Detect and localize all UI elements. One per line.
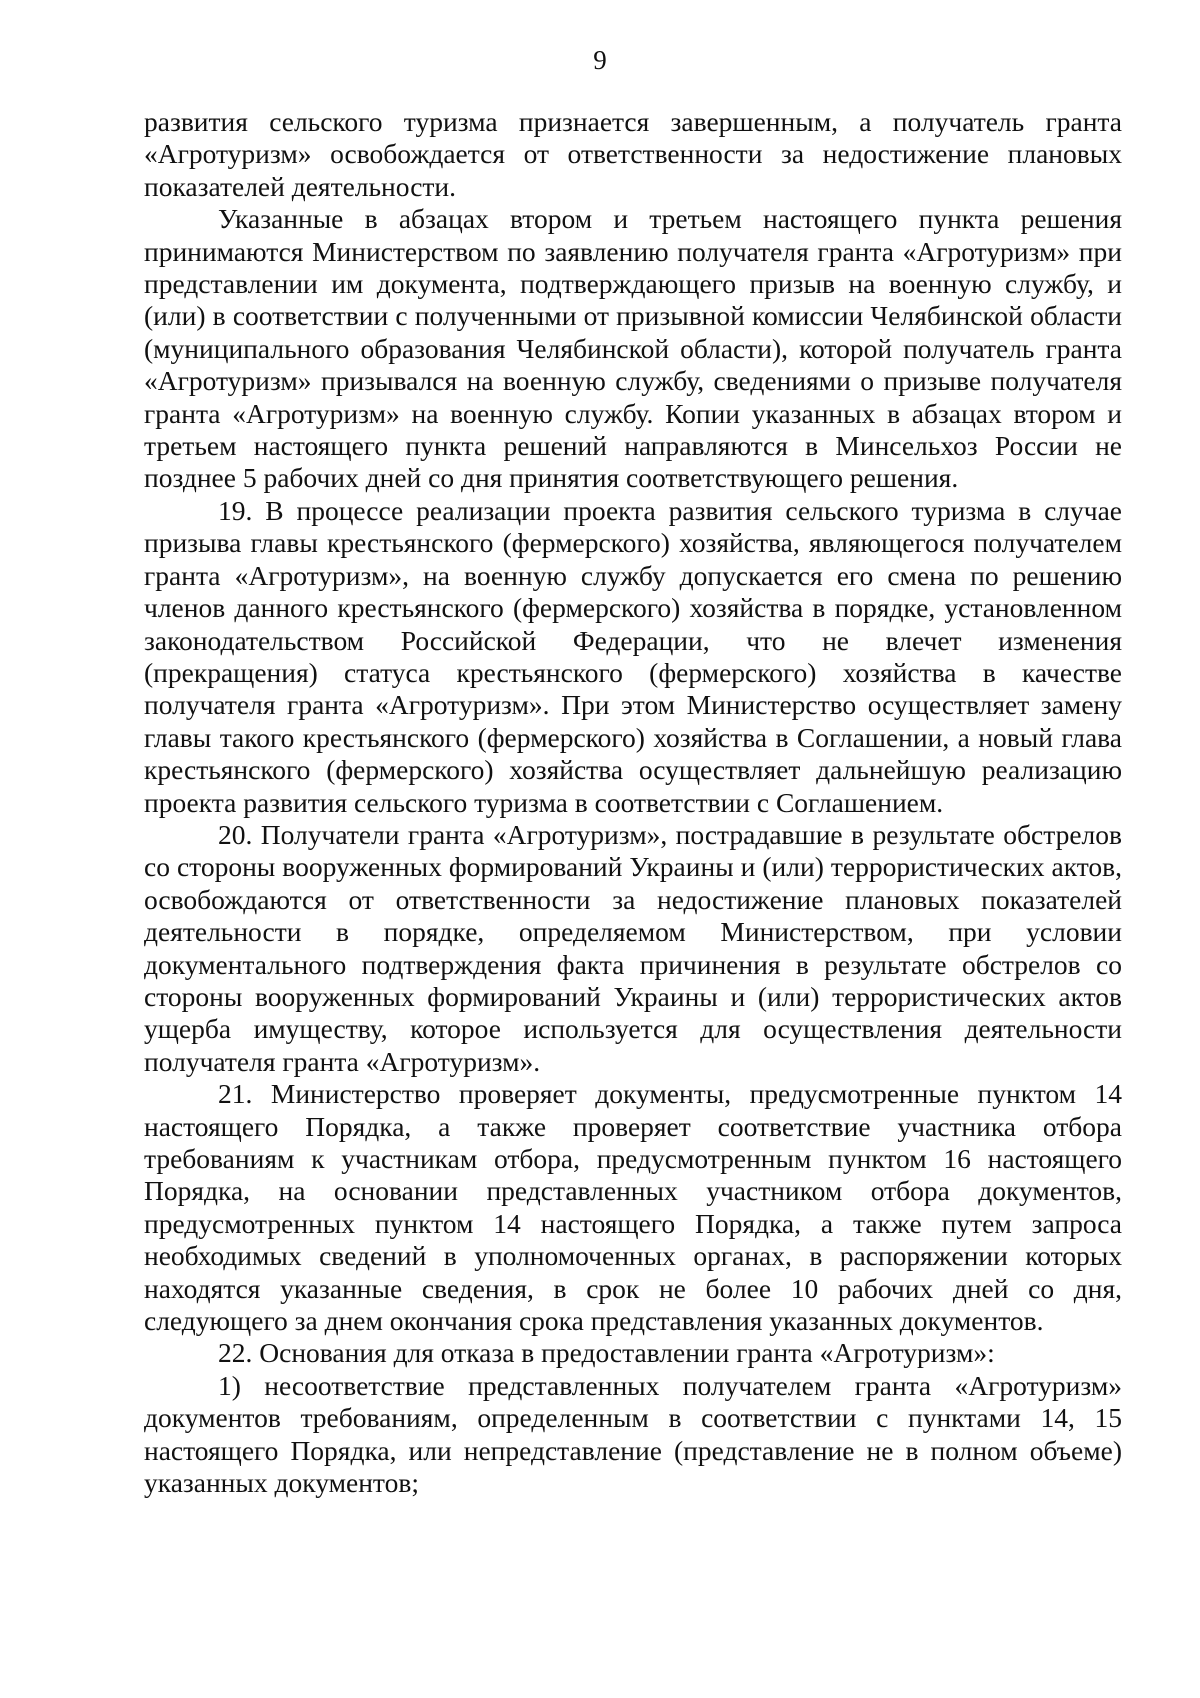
paragraph-item-20: 20. Получатели гранта «Агротуризм», пострадавшие в результате обстрелов со стороны вооруженных формирований Украины и (или) террористических актов, освобождаются от ответственности за недостижение плановых показателей деятельности в порядке, определяемом Министерством, при условии документального подтверждения факта причинения в результате обстрелов со стороны вооруженных формирований Украины и (или) террористических актов ущерба имуществу, которое используется для осуществления деятельности получателя гранта «Агротуризм». [144,818,1122,1077]
paragraph-item-19: 19. В процессе реализации проекта развития сельского туризма в случае призыва главы крестьянского (фермерского) хозяйства, являющегося получателем гранта «Агротуризм», на военную службу допускается его смена по решению членов данного крестьянского (фермерского) хозяйства в порядке, установленном законодательством Российской Федерации, что не влечет изменения (прекращения) статуса крестьянского (фермерского) хозяйства в качестве получателя гранта «Агротуризм». При этом Министерство осуществляет замену главы такого крестьянского (фермерского) хозяйства в Соглашении, а новый глава крестьянского (фермерского) хозяйства осуществляет дальнейшую реализацию проекта развития сельского туризма в соответствии с Соглашением. [144,494,1122,818]
page-number: 9 [593,45,607,75]
paragraph-continuation: развития сельского туризма признается завершенным, а получатель гранта «Агротуризм» освобождается от ответственности за недостижение плановых показателей деятельности. [144,106,1122,202]
paragraph-item-21: 21. Министерство проверяет документы, предусмотренные пунктом 14 настоящего Порядка, а также проверяет соответствие участника отбора требованиям к участникам отбора, предусмотренным пунктом 16 настоящего Порядка, на основании представленных участником отбора документов, предусмотренных пунктом 14 настоящего Порядка, а также путем запроса необходимых сведений в уполномоченных органах, в распоряжении которых находятся указанные сведения, в срок не более 10 рабочих дней со дня, следующего за днем окончания срока представления указанных документов. [144,1078,1122,1337]
paragraph-item-22: 22. Основания для отказа в предоставлении гранта «Агротуризм»: [218,1337,995,1369]
paragraph-decisions: Указанные в абзацах втором и третьем настоящего пункта решения принимаются Министерством по заявлению получателя гранта «Агротуризм» при представлении им документа, подтверждающего призыв на военную службу, и (или) в соответствии с полученными от призывной комиссии Челябинской области (муниципального образования Челябинской области), которой получатель гранта «Агротуризм» призывался на военную службу, сведениями о призыве получателя гранта «Агротуризм» на военную службу. Копии указанных в абзацах втором и третьем настоящего пункта решений направляются в Минсельхоз России не позднее 5 рабочих дней со дня принятия соответствующего решения. [144,203,1122,494]
document-body [144,106,1122,1499]
paragraph-item-22-1: 1) несоответствие представленных получателем гранта «Агротуризм» документов требованиям, определенным в соответствии с пунктами 14, 15 настоящего Порядка, или непредставление (представление не в полном объеме) указанных документов; [144,1369,1122,1499]
